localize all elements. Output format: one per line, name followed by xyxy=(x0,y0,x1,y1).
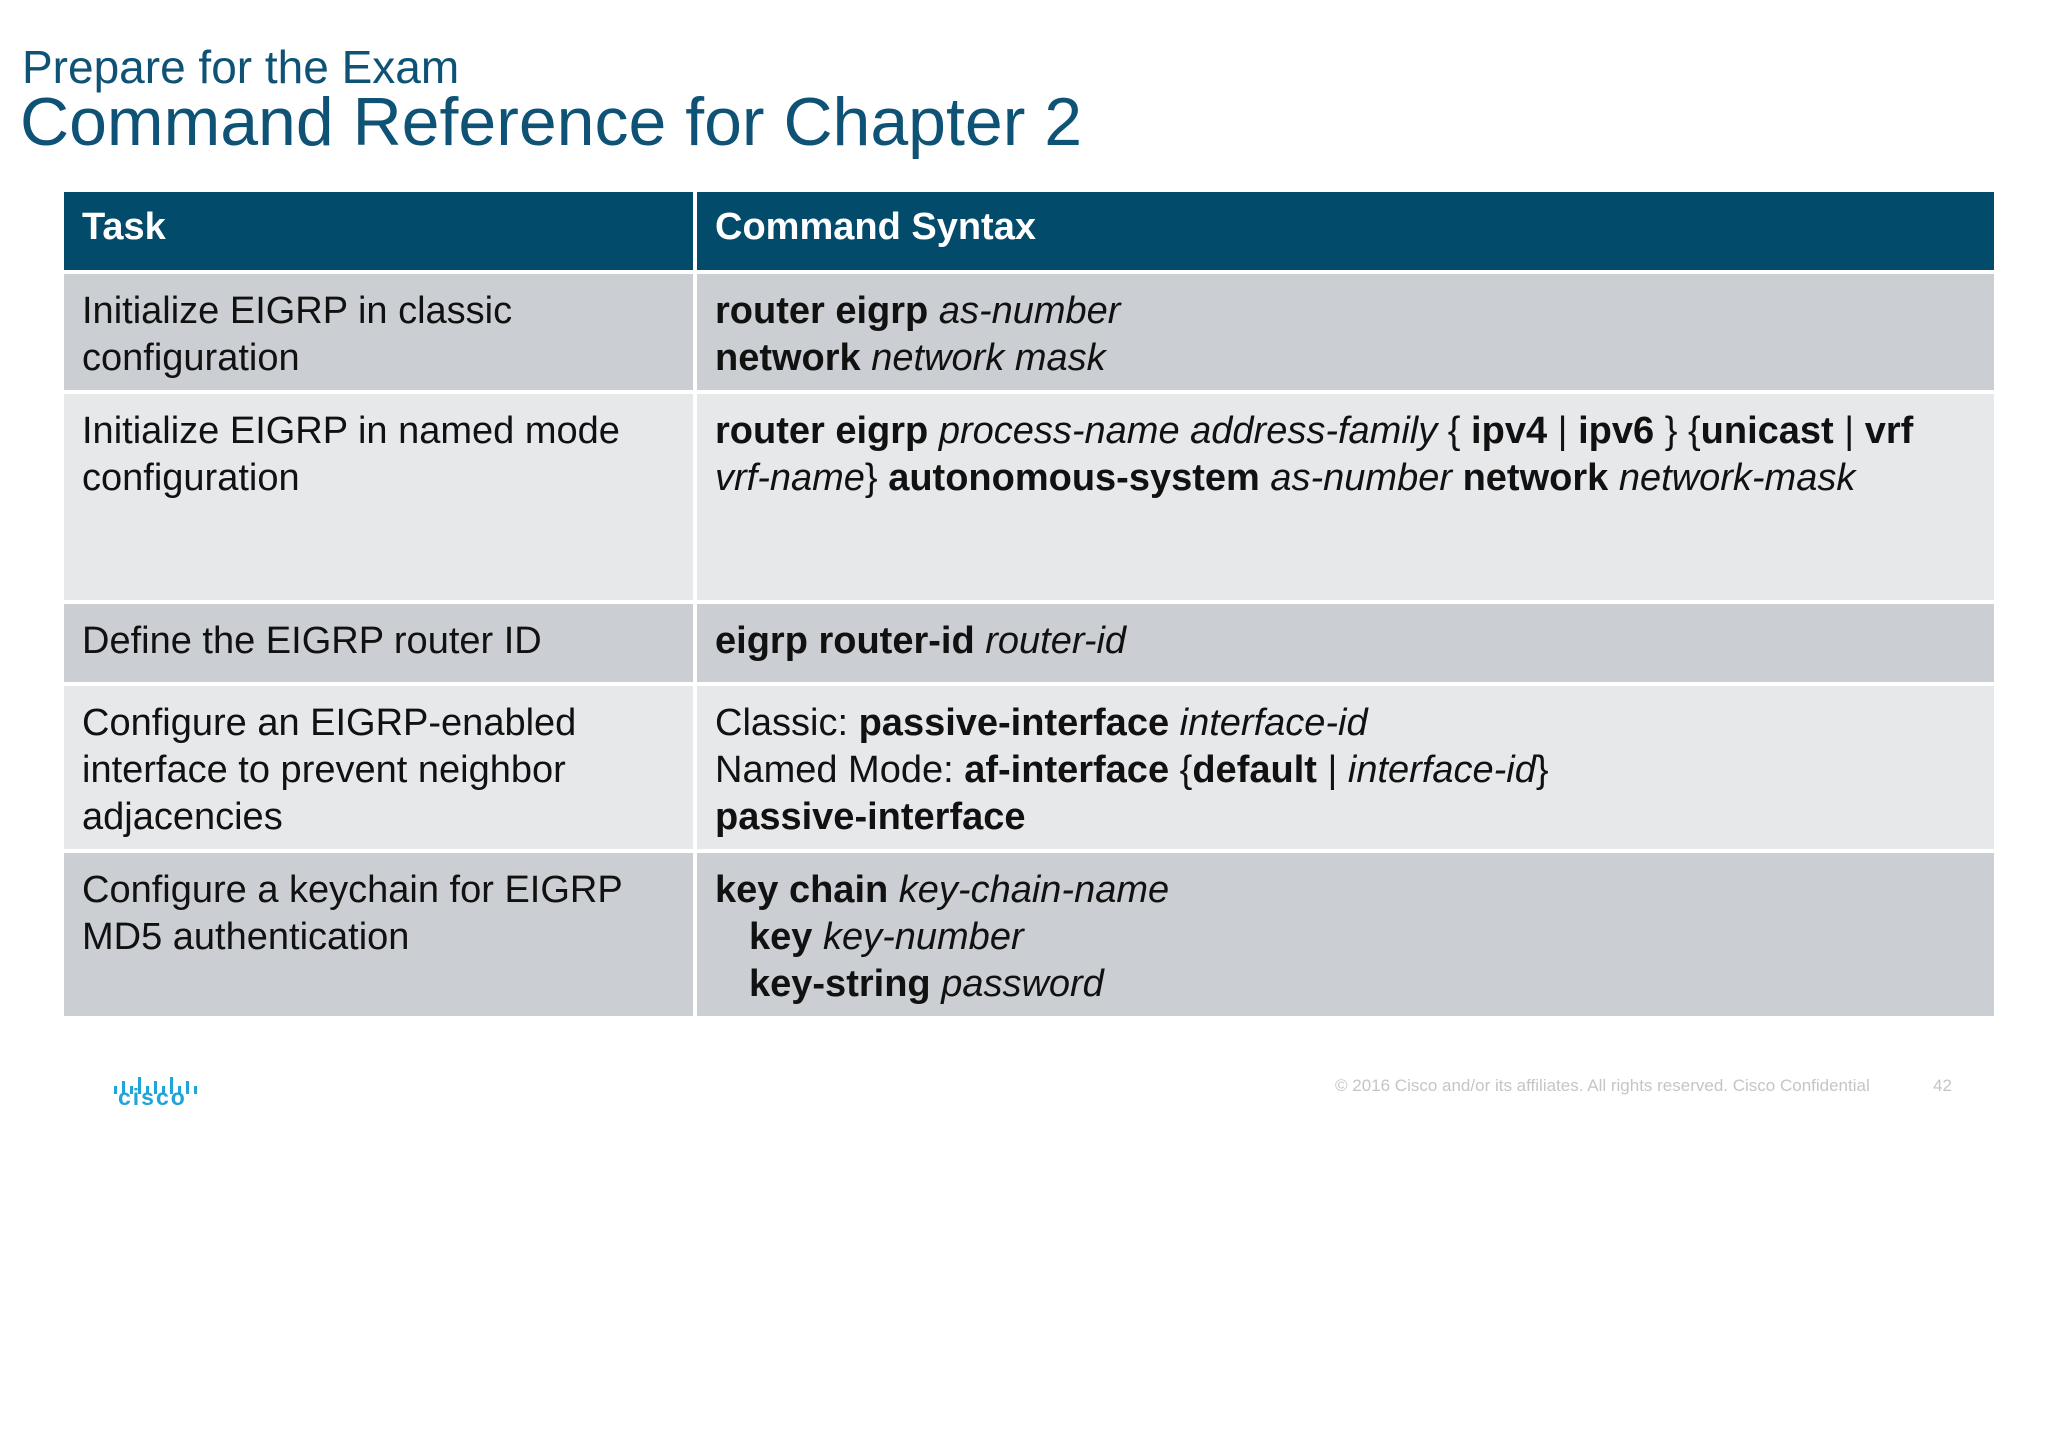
cmd-keyword: vrf xyxy=(1864,410,1914,452)
table-row xyxy=(62,602,1996,684)
command-cell xyxy=(695,272,1996,392)
task-cell: Define the EIGRP router ID xyxy=(62,602,695,684)
task-cell: Initialize EIGRP in classic configuration xyxy=(62,272,695,392)
page-number: 42 xyxy=(1933,1076,1952,1095)
cmd-keyword: unicast xyxy=(1700,410,1834,452)
header-task: Task xyxy=(62,190,695,272)
cmd-argument: as-number xyxy=(938,290,1121,332)
command-cell xyxy=(695,851,1996,1018)
cmd-mode-label: Classic: xyxy=(715,702,849,744)
cmd-argument: interface-id xyxy=(1347,749,1536,791)
cmd-argument: interface-id xyxy=(1179,702,1368,744)
table-header-row xyxy=(62,190,1996,272)
cisco-logo-text: cisco xyxy=(118,1084,187,1110)
cmd-argument: password xyxy=(941,963,1104,1005)
cmd-keyword: eigrp router-id xyxy=(715,620,975,662)
slide-subtitle: Prepare for the Exam xyxy=(22,41,460,93)
cmd-argument: network mask xyxy=(871,337,1106,379)
cmd-syntax: | xyxy=(1557,410,1568,452)
cmd-indented-line xyxy=(715,961,1104,1008)
task-cell: Initialize EIGRP in named mode configuration xyxy=(62,392,695,602)
task-cell: Configure an EIGRP-enabled interface to prevent neighbor adjacencies xyxy=(62,684,695,851)
slide-title: Command Reference for Chapter 2 xyxy=(20,84,1083,160)
footer-copyright: © 2016 Cisco and/or its affiliates. All rights reserved. Cisco Confidential xyxy=(1335,1076,1870,1095)
cmd-syntax: } xyxy=(1535,749,1549,791)
cmd-argument: key-number xyxy=(822,916,1024,958)
cmd-keyword: ipv4 xyxy=(1471,410,1548,452)
cmd-keyword: router eigrp xyxy=(715,410,929,452)
cmd-keyword: key xyxy=(749,916,813,958)
cmd-syntax: { xyxy=(1447,410,1461,452)
cmd-argument: vrf-name xyxy=(715,457,865,499)
cmd-mode-label: Named Mode: xyxy=(715,749,954,791)
cmd-keyword: key-string xyxy=(749,963,931,1005)
cmd-argument: as-number xyxy=(1270,457,1453,499)
cmd-keyword: af-interface xyxy=(964,749,1170,791)
task-cell: Configure a keychain for EIGRP MD5 authentication xyxy=(62,851,695,1018)
cmd-keyword: passive-interface xyxy=(858,702,1170,744)
cmd-keyword: key chain xyxy=(715,869,889,911)
cmd-argument: router-id xyxy=(985,620,1127,662)
cmd-keyword: autonomous-system xyxy=(888,457,1260,499)
command-cell xyxy=(695,684,1996,851)
cmd-syntax: { xyxy=(1179,749,1193,791)
table-row xyxy=(62,684,1996,851)
cmd-keyword: network xyxy=(715,337,861,379)
table-row xyxy=(62,392,1996,602)
command-cell xyxy=(695,392,1996,602)
table-row xyxy=(62,272,1996,392)
table-row xyxy=(62,851,1996,1018)
cmd-syntax: | xyxy=(1844,410,1855,452)
cmd-syntax: } { xyxy=(1664,410,1701,452)
command-reference-table xyxy=(60,188,1998,1020)
cmd-argument: key-chain-name xyxy=(898,869,1170,911)
cmd-keyword: ipv6 xyxy=(1578,410,1655,452)
command-cell xyxy=(695,602,1996,684)
cmd-argument: process-name address-family xyxy=(938,410,1438,452)
cmd-argument: network-mask xyxy=(1618,457,1856,499)
cmd-keyword: router eigrp xyxy=(715,290,929,332)
cmd-keyword: default xyxy=(1192,749,1317,791)
cmd-indented-line xyxy=(715,914,1024,961)
cmd-keyword: passive-interface xyxy=(715,796,1026,838)
header-command-syntax: Command Syntax xyxy=(695,190,1996,272)
cmd-keyword: network xyxy=(1462,457,1609,499)
cmd-syntax: | xyxy=(1327,749,1338,791)
cmd-syntax: } xyxy=(864,457,878,499)
